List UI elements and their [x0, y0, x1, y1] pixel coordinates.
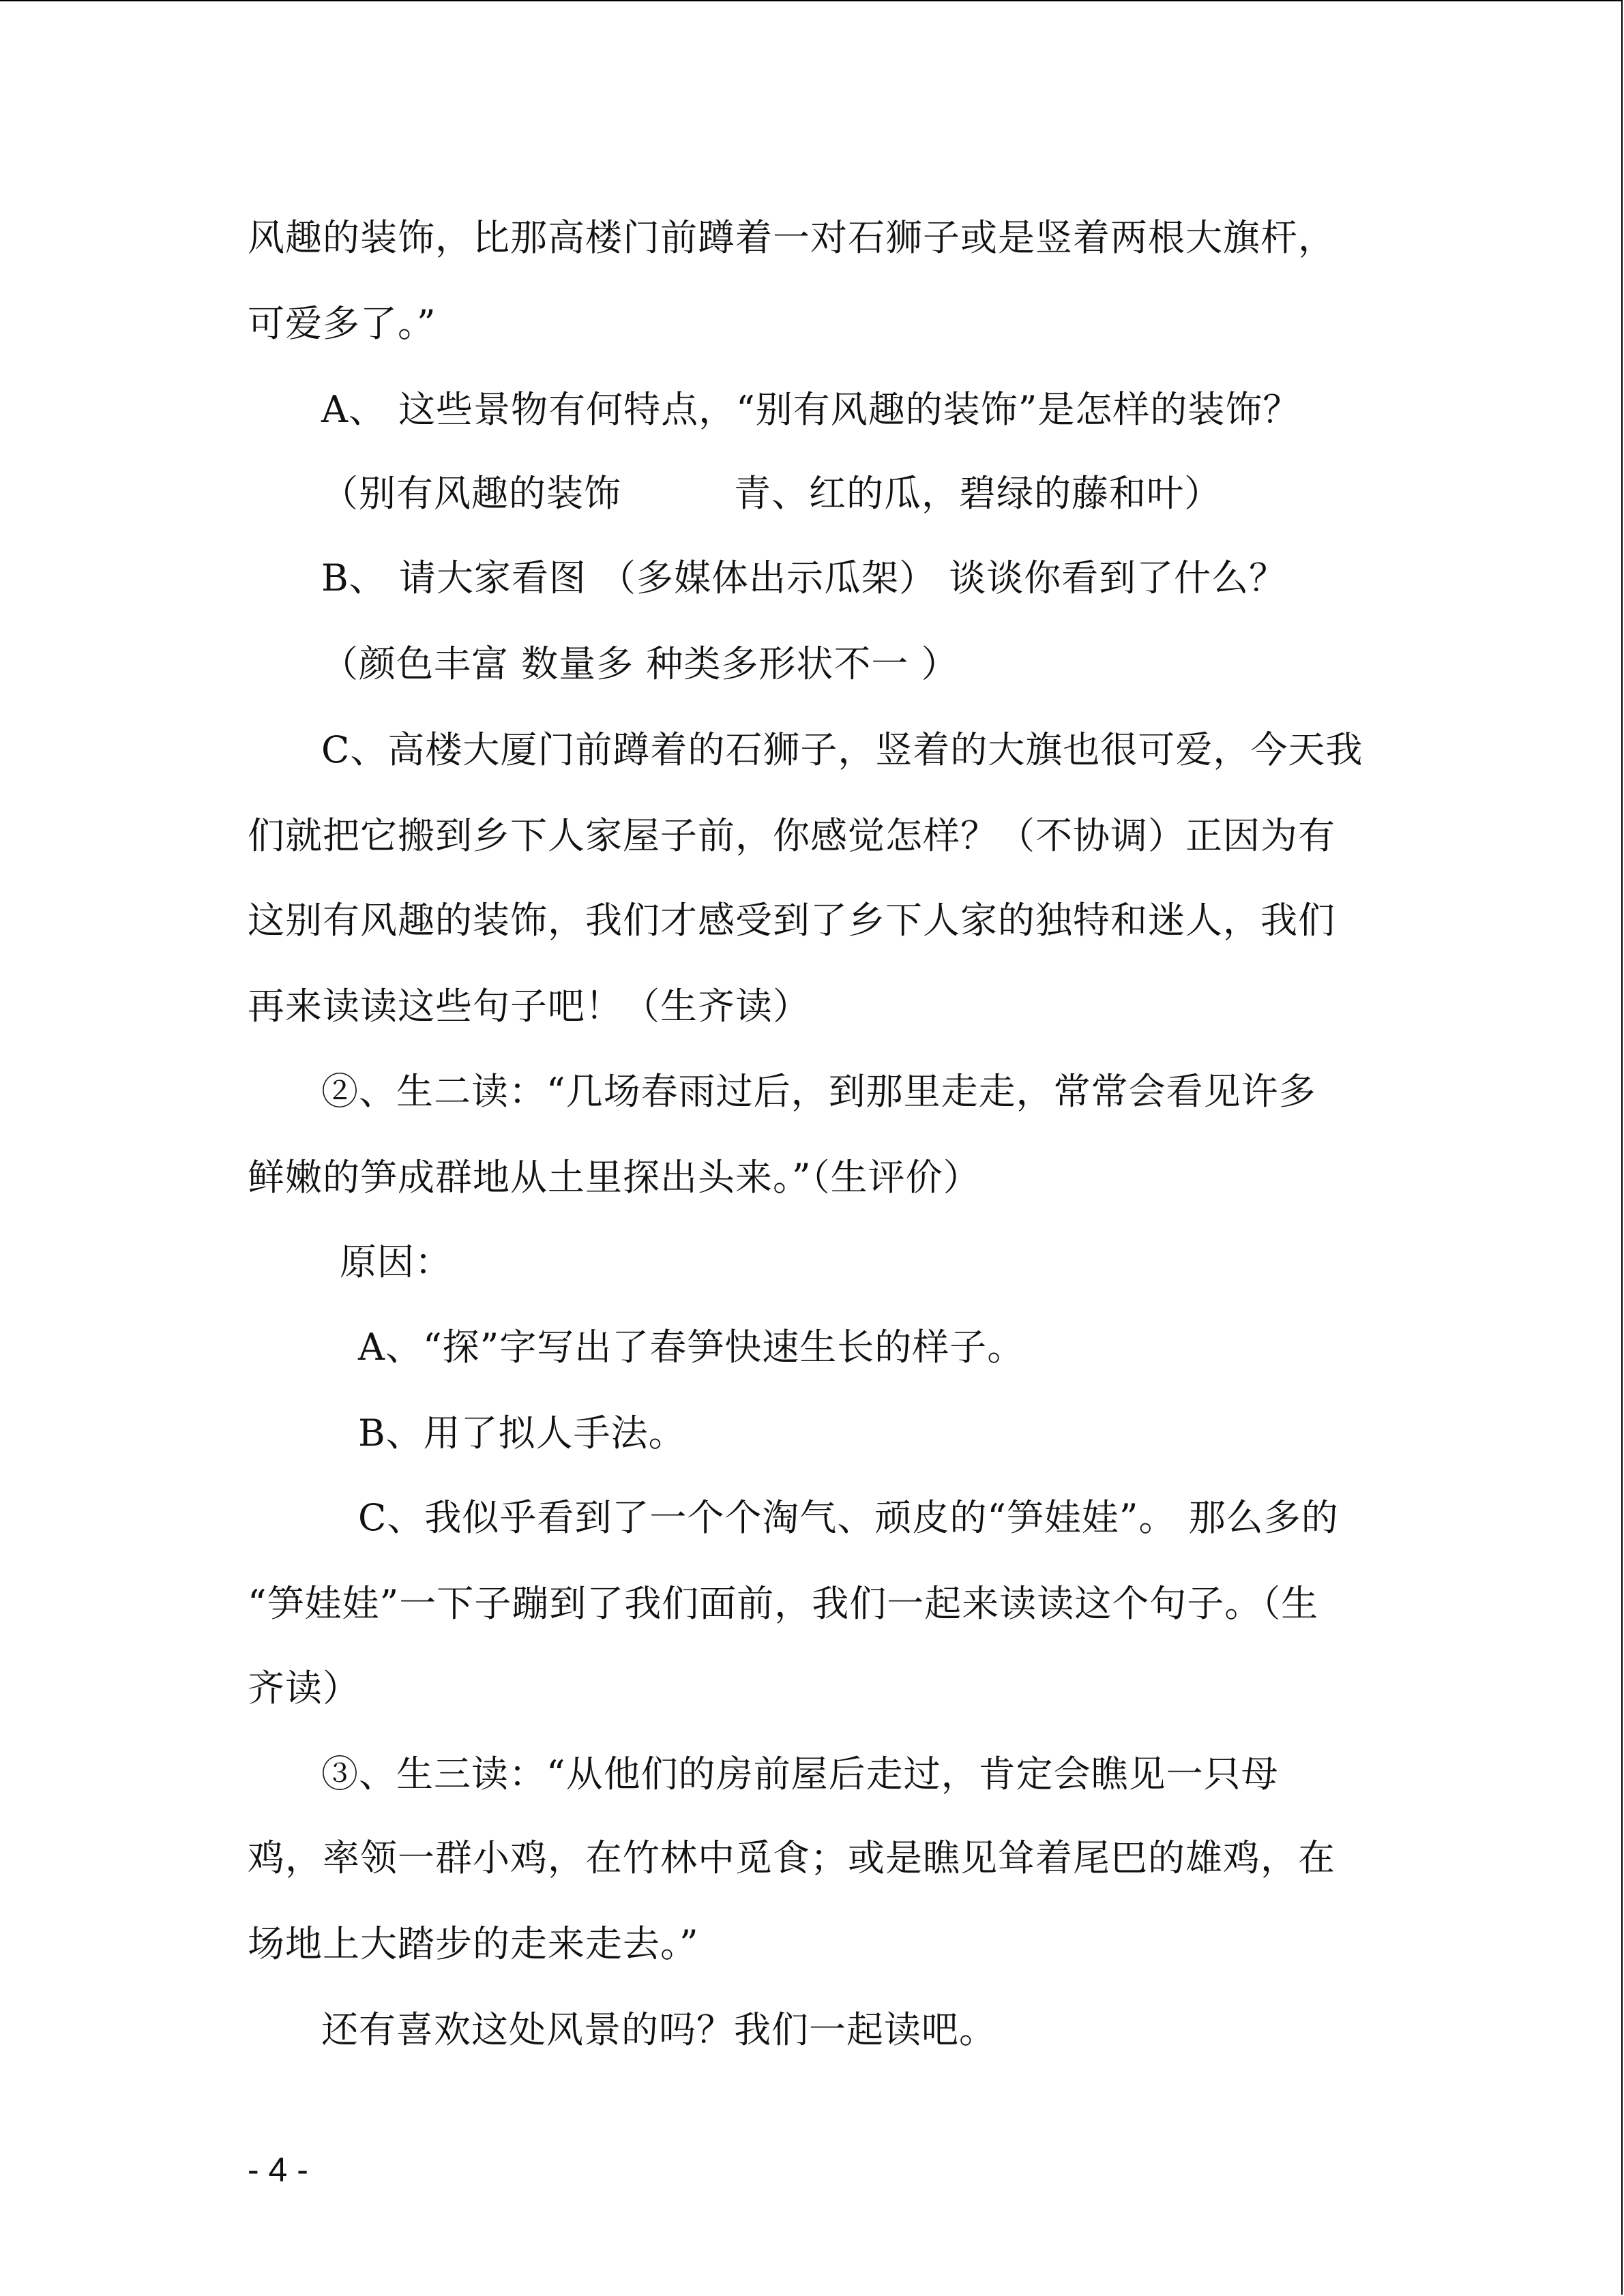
text-line: 还有喜欢这处风景的吗？我们一起读吧。: [321, 2008, 996, 2051]
text-line: ②、生二读：“几场春雨过后，到那里走走，常常会看见许多: [321, 1070, 1316, 1113]
page-number: - 4 -: [248, 2151, 308, 2189]
text-line: A、 这些景物有何特点，“别有风趣的装饰”是怎样的装饰？: [321, 388, 1301, 431]
text-line: A、“探”字写出了春笋快速生长的样子。: [358, 1326, 1025, 1369]
text-line: 可爱多了。”: [248, 302, 437, 345]
text-line: 齐读）: [248, 1667, 360, 1710]
text-line: C、我似乎看到了一个个淘气、顽皮的“笋娃娃”。 那么多的: [358, 1496, 1339, 1539]
text-line: 再来读读这些句子吧！（生齐读）: [248, 985, 810, 1028]
text-line: B、 请大家看图 （多媒体出示瓜架） 谈谈你看到了什么？: [321, 556, 1287, 599]
text-line: ③、生三读：“从他们的房前屋后走过，肯定会瞧见一只母: [321, 1753, 1279, 1795]
text-line: 原因：: [340, 1240, 452, 1283]
text-line: 风趣的装饰，比那高楼门前蹲着一对石狮子或是竖着两根大旗杆，: [248, 216, 1335, 259]
text-line: 这别有风趣的装饰，我们才感受到了乡下人家的独特和迷人，我们: [248, 899, 1335, 942]
text-line: 们就把它搬到乡下人家屋子前，你感觉怎样？（不协调）正因为有: [248, 814, 1335, 857]
text-line: 鲜嫩的笋成群地从土里探出头来。”（生评价）: [248, 1156, 981, 1199]
text-line: （颜色丰富 数量多 种类多形状不一 ）: [321, 642, 959, 685]
text-line: 场地上大踏步的走来走去。”: [248, 1922, 699, 1965]
text-line: B、用了拟人手法。: [358, 1412, 686, 1455]
text-line: 鸡，率领一群小鸡，在竹林中觅食；或是瞧见耸着尾巴的雄鸡，在: [248, 1836, 1335, 1879]
text-line: （别有风趣的装饰 青、红的瓜，碧绿的藤和叶）: [321, 472, 1222, 515]
text-line: “笋娃娃”一下子蹦到了我们面前，我们一起来读读这个句子。（生: [248, 1582, 1319, 1625]
text-line: C、高楼大厦门前蹲着的石狮子，竖着的大旗也很可爱，今天我: [321, 728, 1363, 771]
